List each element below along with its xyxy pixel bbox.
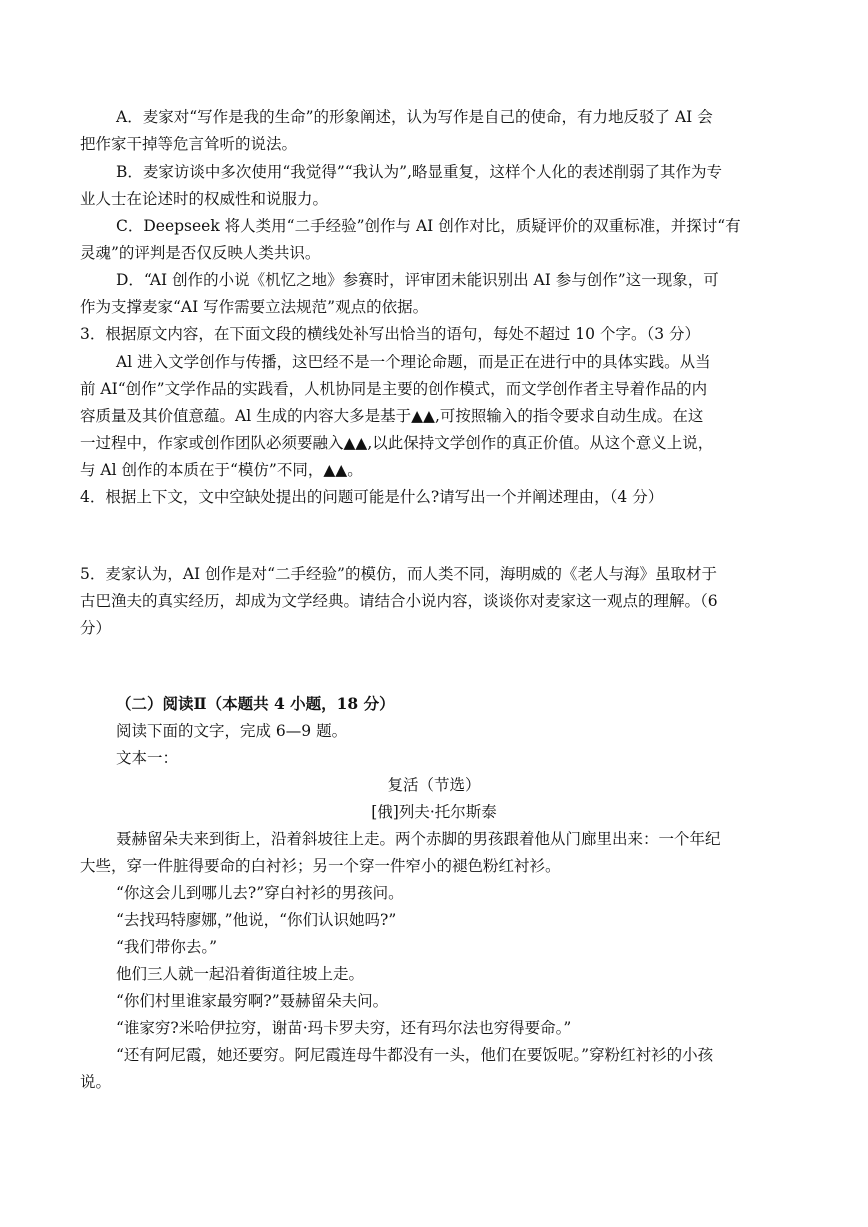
q3-text: 。	[347, 461, 363, 479]
q3-text: ,以此保持文学创作的真正价值。从这个意义上说，	[367, 434, 714, 452]
passage-line: 聂赫留朵夫来到街上，沿着斜坡往上走。两个赤脚的男孩跟着他从门廊里出来：一个年纪	[116, 830, 721, 848]
question-5-line1: 5．麦家认为，AI 创作是对“二手经验”的模仿，而人类不同，海明威的《老人与海》虽取材于	[80, 565, 717, 583]
question-3-stem: 3．根据原文内容，在下面文段的横线处补写出恰当的语句，每处不超过 10 个字。（3 分）	[80, 325, 700, 343]
option-c-line1: C．Deepseek 将人类用“二手经验”创作与 AI 创作对比，质疑评价的双重标准，并探讨“有	[116, 217, 741, 235]
question-5-line3: 分）	[80, 619, 112, 637]
answer-blank-2: ▲▲	[343, 433, 368, 452]
answer-blank-1: ▲▲	[411, 406, 435, 425]
q3-text: 容质量及其价值意蕴。Al 生成的内容大多是基于	[80, 407, 412, 425]
passage-line: 大些，穿一件脏得要命的白衬衫；另一个穿一件窄小的褪色粉红衬衫。	[80, 857, 561, 875]
option-b-line1: B．麦家访谈中多次使用“我觉得”“我认为”,略显重复，这样个人化的表述削弱了其作为专	[116, 163, 723, 181]
option-d-line2: 作为支撑麦家“AI 写作需要立法规范”观点的依据。	[80, 298, 429, 316]
q3-text: ,可按照输入的指令要求自动生成。在这	[434, 407, 704, 425]
question-4-stem: 4．根据上下文，文中空缺处提出的问题可能是什么?请写出一个并阐述理由，（4 分）	[80, 488, 664, 506]
option-c-line2: 灵魂”的评判是否仅反映人类共识。	[80, 244, 321, 262]
q3-paragraph-line4	[80, 432, 713, 454]
question-5-line2: 古巴渔夫的真实经历，却成为文学经典。请结合小说内容，谈谈你对麦家这一观点的理解。（6	[80, 592, 718, 610]
passage-line: “谁家穷?米哈伊拉穷，谢苗·玛卡罗夫穷，还有玛尔法也穷得要命。”	[116, 1019, 572, 1037]
q3-paragraph-line1: Al 进入文学创作与传播，这巴经不是一个理论命题，而是正在进行中的具体实践。从当	[116, 353, 711, 371]
passage-line: “还有阿尼霞，她还要穷。阿尼霞连母牛都没有一头，他们在要饭呢。”穿粉红衬衫的小孩	[116, 1046, 714, 1064]
option-b-line2: 业人士在论述时的权威性和说服力。	[80, 190, 329, 208]
option-a-line1: A．麦家对“写作是我的生命”的形象阐述，认为写作是自己的使命，有力地反驳了 AI 会	[116, 108, 713, 126]
q3-paragraph-line5	[80, 459, 363, 481]
passage-title: 复活（节选）	[387, 776, 481, 794]
section-heading: （二）阅读Ⅱ（本题共 4 小题，18 分）	[116, 694, 395, 713]
section-instruction: 阅读下面的文字，完成 6—9 题。	[116, 722, 348, 740]
text-one-label: 文本一：	[116, 749, 179, 767]
q3-text: 一过程中，作家或创作团队必须要融入	[80, 434, 344, 452]
q3-paragraph-line2: 前 AI“创作”文学作品的实践看，人机协同是主要的创作模式，而文学创作者主导着作品的内	[80, 380, 708, 398]
passage-line: 他们三人就一起沿着街道往坡上走。	[116, 965, 365, 983]
passage-line: “去找玛特廖娜，”他说，“你们认识她吗?”	[116, 911, 397, 929]
passage-line: 说。	[80, 1073, 112, 1091]
passage-line: “你这会儿到哪儿去?”穿白衬衫的男孩问。	[116, 884, 404, 902]
passage-author: [俄]列夫·托尔斯泰	[371, 803, 497, 821]
q3-paragraph-line3	[80, 405, 703, 427]
option-d-line1: D．“AI 创作的小说《机忆之地》参赛时，评审团未能识别出 AI 参与创作”这一现象，可	[116, 271, 719, 289]
passage-line: “我们带你去。”	[116, 938, 218, 956]
option-a-line2: 把作家干掉等危言耸听的说法。	[80, 135, 298, 153]
passage-line: “你们村里谁家最穷啊?”聂赫留朵夫问。	[116, 992, 389, 1010]
answer-blank-3: ▲▲	[323, 460, 348, 479]
q3-text: 与 Al 创作的本质在于“模仿”不同，	[80, 461, 324, 479]
